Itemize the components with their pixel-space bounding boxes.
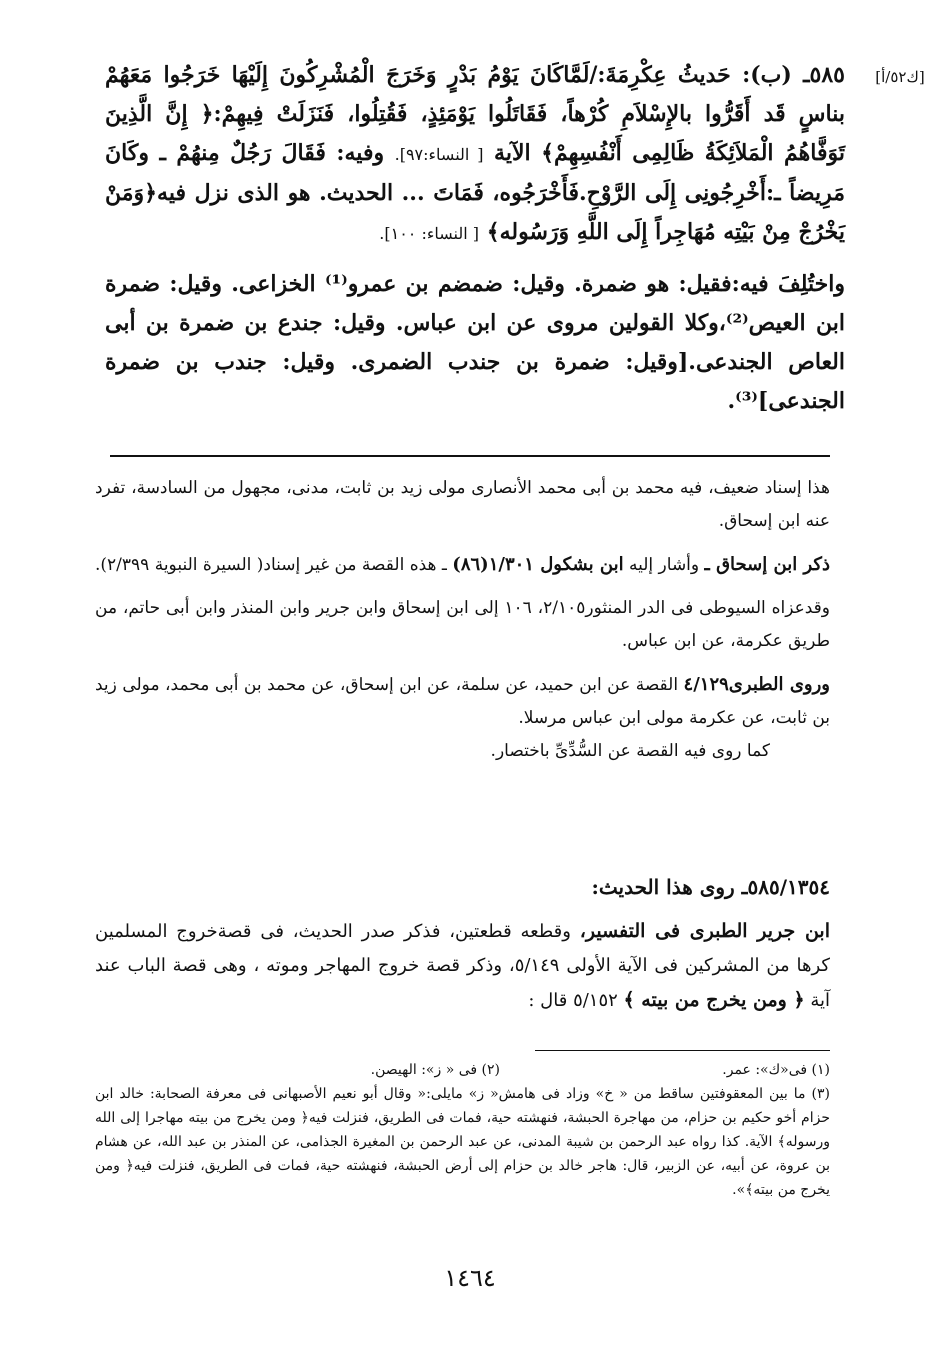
narration-ayah: ﴿ ومن يخرج من بيته ﴾ [623,989,805,1011]
note-tabari [95,668,830,735]
hadith-text-part2: وفيه: فَقَالَ رَجُلٌ مِنهُمْ ـ وكَانَ مَرِيضاً ـ:أَخْرِجُونِى إِلَى الرَّوْحِ.فَأَخْرَجُوه، فَمَاتَ ... الحديث. هو الذى نزل فيه﴿وَمَنْ يَخْرُجْ مِنْ بَيْتِه مُهَاجِراً إِلَى اللَّهِ وَرَسُوله﴾ [105,140,845,245]
hadith-paragraph [105,56,845,253]
quran-reference-1: [ النساء:٩٧]. [394,145,484,164]
note-tabari-lead: وروى الطبرى٤/١٢٩ [683,674,830,695]
narration-heading: ٥٨٥/١٣٥٤ـ روى هذا الحديث: [591,875,830,899]
footnote-2: (٢) فى « ز»: الهيصن. [370,1062,500,1078]
note-ibn-ishaq-rest: ـ هذه القصة من غير إسناد( السيرة النبوية ٢/٣٩٩). [95,555,447,575]
hadith-text-part1: ٥٨٥ـ (ب): حَديثُ عِكْرِمَةَ:/لَمَّاكَانَ يَوْمُ بَدْرٍ وَخَرَجَ الْمُشْرِكُونَ إِلَيْهَا خَرَجُوا مَعَهُمْ بناسٍ قَد أَقَرُّوا بالإِسْلاَمِ كُرْهاً، فَقَاتَلُوا يَوْمَئِذٍ، فَقُتِلُوا، فَنَزَلَتْ فِيهِمْ:﴿ إِنَّ الَّذِينَ تَوَفَّاهُمُ الْمَلاَئِكَةُ ظَالِمِى أَنْفُسِهِمْ﴾ الآية [105,62,845,166]
commentary-notes [95,472,830,778]
quran-reference-2: [ النساء: ١٠٠]. [379,224,480,243]
note-tabari-rest: القصة عن ابن حميد، عن سلمة، عن ابن إسحاق، عن محمد بن أبى محمد، مولى زيد بن ثابت، عن عكرمة مولى ابن عباس مرسلا. [95,675,830,728]
disagreement-paragraph: واختُلِفَ فيه:فقيل: هو ضمرة. وقيل: ضمضم بن عمرو⁽¹⁾ الخزاعى. وقيل: ضمرة ابن العيص⁽²⁾،وكلا القولين مروى عن ابن عباس. وقيل: جندع بن ضمرة بن أبى العاص الجندعى.[وقيل: ضمرة بن جندب الضمرى. وقيل: جندب بن ضمرة الجندعى]⁽³⁾. [105,271,846,414]
page-number: ١٤٦٤ [444,1264,496,1292]
section-divider [110,455,830,457]
footnote-3: (٣) ما بين المعقوفتين ساقط من « خ» وزاد فى هامش« ز» مايلى:« وقال أبو نعيم الأصبهانى فى معرفة الصحابة: خالد ابن حزام أخو حكيم بن حزام، من مهاجرة الحبشة، فنهشته حية، فمات فى الطريق، فنزلت فيه﴿ ومن يخرج من بيته مهاجرا إلى الله ورسوله﴾ الآية. كذا رواه عبد الرحمن بن شيبة المدنى، عن عبد الرحمن بن المغيرة الجذامى، عن المنذر بن عبد الله، عن هشام بن عروة، عن أبيه، عن الزبير، قال: هاجر خالد بن حزام إلى أرض الحبشة، فنهشته حية، فمات فى الطريق، فنزلت فيه﴿ ومن يخرج من بيته﴾». [95,1086,830,1198]
note-ibn-ishaq-lead: ذكر ابن إسحاق ـ [704,554,830,575]
footnote-1: (١) فى«ك»: عمر. [722,1062,830,1078]
footnotes [95,1058,830,1202]
narration-text: وقطعه قطعتين، فذكر صدر الحديث، فى قصةخروج المسلمين كرها من المشركين فى الآية الأولى ٥/١٤٩، وذكر قصة خروج المهاجر وموته ، وهى قصة الباب عند آية [95,921,830,1011]
narration-section [95,870,830,1018]
note-isnad: هذا إسناد ضعيف، فيه محمد بن أبى محمد الأنصارى مولى زيد بن ثابت، مدنى، مجهول من السادسة، تفرد عنه ابن إسحاق. [95,478,830,531]
main-text [105,56,845,421]
footnote-divider [535,1050,830,1051]
narration-tail: ٥/١٥٢ قال : [528,990,618,1011]
manuscript-folio-note: [ك٥٢/أ] [875,68,925,86]
note-ibn-ishaq [95,548,830,582]
footnote-row [95,1058,830,1082]
note-ibn-ishaq-mid: وأشار إليه [629,555,700,575]
note-suyuti: وقدعزاه السيوطى فى الدر المنثور٢/١٠٥، ١٠٦ إلى ابن إسحاق وابن جرير وابن المنذر وابن أبى حاتم، من طريق عكرمة، عن ابن عباس. [95,598,831,651]
narration-body [95,914,830,1018]
narration-lead: ابن جرير الطبرى فى التفسير، [579,920,830,942]
note-ibn-bashkuwal: ابن بشكول ١/٣٠١(٨٦) [452,554,624,575]
note-suddi: كما روى فيه القصة عن السُّدِّىِّ باختصار. [490,741,770,761]
